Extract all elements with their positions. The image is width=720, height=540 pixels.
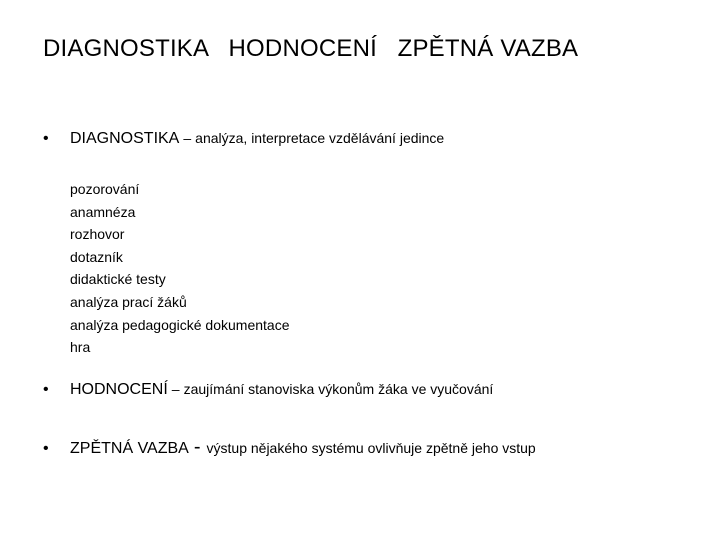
list-item: pozorování	[70, 181, 140, 197]
slide-title: DIAGNOSTIKA HODNOCENÍ ZPĚTNÁ VAZBA	[43, 35, 579, 62]
bullet-dash: –	[183, 130, 192, 146]
list-item: rozhovor	[70, 226, 125, 243]
bullet-term: DIAGNOSTIKA	[70, 130, 180, 147]
bullet-description: výstup nějakého systému ovlivňuje zpětně jeho vstup	[206, 440, 536, 456]
bullet-description: zaujímání stanoviska výkonům žáka ve vyučování	[183, 381, 494, 397]
bullet-term: ZPĚTNÁ VAZBA	[70, 440, 189, 457]
bullet-dash: –	[171, 381, 180, 397]
list-item: dotazník	[70, 248, 123, 265]
bullet-marker: •	[43, 130, 49, 147]
list-item: analýza pedagogické dokumentace	[70, 316, 290, 333]
bullet-hodnoceni	[43, 381, 493, 399]
bullet-diagnostika	[43, 130, 444, 148]
list-item: hra	[70, 339, 91, 356]
diagnostic-methods-list	[70, 178, 290, 359]
bullet-marker: •	[43, 440, 49, 457]
list-item: analýza prací žáků	[70, 293, 187, 310]
bullet-zpetna-vazba	[43, 436, 536, 459]
bullet-description: analýza, interpretace vzdělávání jedince	[195, 130, 445, 146]
bullet-term: HODNOCENÍ	[70, 381, 168, 398]
bullet-dash: -	[193, 436, 201, 458]
list-item: didaktické testy	[70, 271, 166, 288]
list-item: anamnéza	[70, 203, 136, 220]
bullet-marker: •	[43, 381, 49, 398]
